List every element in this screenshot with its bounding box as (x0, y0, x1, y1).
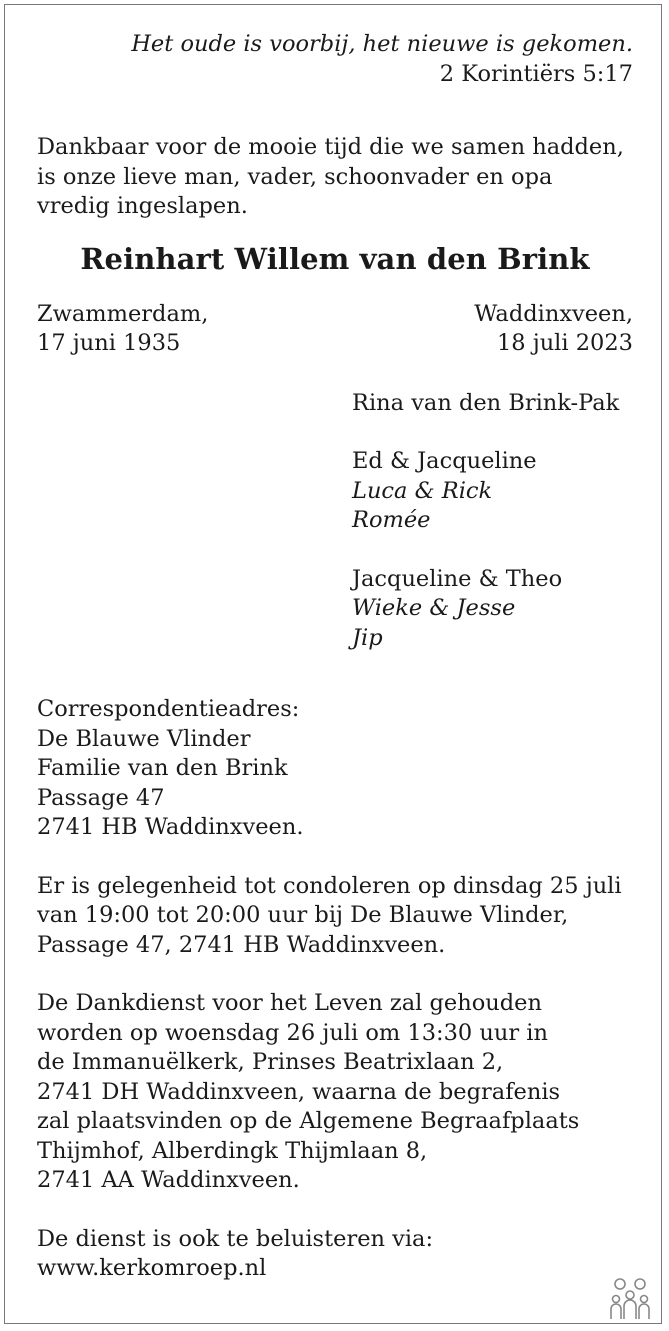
condolence-line: Passage 47, 2741 HB Waddinxveen. (37, 931, 446, 958)
birth-death-info (37, 300, 633, 359)
address-line: Passage 47 (37, 784, 165, 811)
condolence-line: van 19:00 tot 20:00 uur bij De Blauwe Vlinder, (37, 902, 569, 928)
verse-reference: 2 Korintiërs 5:17 (439, 60, 633, 87)
service-line: 2741 DH Waddinxveen, waarna de begrafenis (37, 1078, 561, 1105)
death-date: 18 juli 2023 (496, 330, 633, 356)
service-line: de Immanuëlkerk, Prinses Beatrixlaan 2, (37, 1049, 504, 1075)
birth-info (37, 300, 208, 359)
spouse-name: Rina van den Brink-Pak (352, 389, 620, 416)
family-parents: Ed & Jacqueline (352, 448, 537, 474)
address-line: De Blauwe Vlinder (37, 725, 251, 752)
family-grandchildren: Romée (352, 507, 431, 533)
condolence-line: Er is gelegenheid tot condoleren op dinsdag 25 juli (37, 872, 622, 899)
address-line: Familie van den Brink (37, 755, 288, 781)
service-info (37, 989, 633, 1196)
deceased-name: Reinhart Willem van den Brink (80, 241, 590, 276)
broadcast-line: De dienst is ook te beluisteren via: (37, 1225, 434, 1252)
intro-line: vredig ingeslapen. (37, 193, 248, 219)
service-line: De Dankdienst voor het Leven zal gehouden (37, 990, 542, 1016)
family-spouse (352, 389, 633, 419)
service-line: zal plaatsvinden op de Algemene Begraafplaats (37, 1108, 580, 1134)
service-line: worden op woensdag 26 juli om 13:30 uur in (37, 1019, 548, 1046)
birth-date: 17 juni 1935 (37, 330, 181, 356)
death-place: Waddinxveen, (474, 300, 633, 327)
intro-line: is onze lieve man, vader, schoonvader en opa (37, 163, 553, 190)
broadcast-url: www.kerkomroep.nl (37, 1255, 267, 1281)
broadcast-info (37, 1225, 633, 1284)
death-info (474, 300, 633, 359)
address-line: 2741 HB Waddinxveen. (37, 814, 304, 840)
family-parents: Jacqueline & Theo (352, 565, 563, 592)
family-group (352, 447, 633, 536)
birth-place: Zwammerdam, (37, 300, 209, 327)
intro-line: Dankbaar voor de mooie tijd die we samen hadden, (37, 134, 624, 160)
announcement-content (37, 30, 633, 1284)
intro-text (37, 133, 633, 222)
correspondence-address (37, 695, 633, 843)
condolence-info (37, 872, 633, 961)
service-line: Thijmhof, Alberdingk Thijmlaan 8, (37, 1137, 428, 1164)
address-line: Correspondentieadres: (37, 696, 300, 722)
family-figures-icon (606, 1275, 654, 1321)
family-grandchildren: Wieke & Jesse (352, 595, 516, 621)
bible-verse (37, 30, 633, 89)
family-group (352, 565, 633, 654)
family-grandchildren: Luca & Rick (352, 477, 493, 504)
family-grandchildren: Jip (352, 624, 383, 651)
verse-quote: Het oude is voorbij, het nieuwe is gekomen. (131, 31, 633, 57)
service-line: 2741 AA Waddinxveen. (37, 1167, 300, 1193)
family-list (352, 389, 633, 654)
